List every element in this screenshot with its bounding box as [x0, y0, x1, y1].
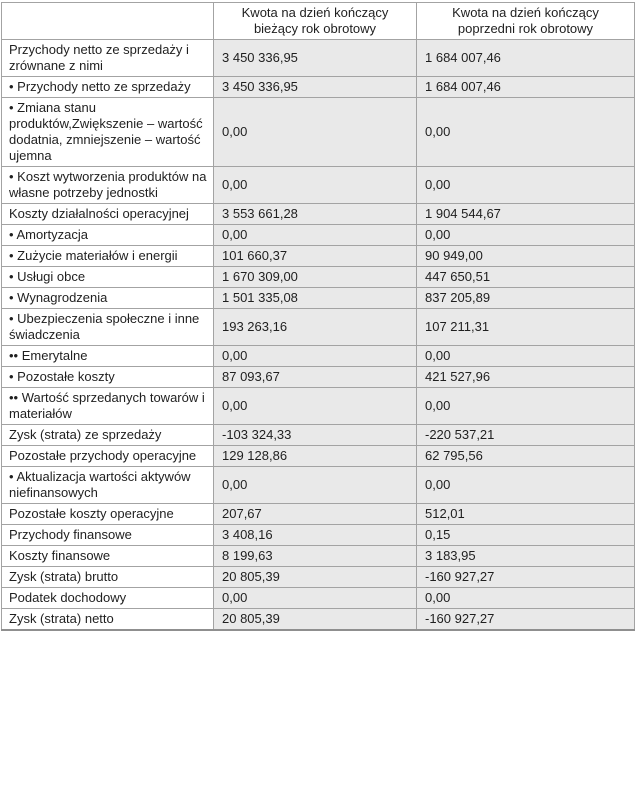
previous-year-value-cell: 90 949,00 — [417, 246, 635, 267]
table-row — [2, 425, 635, 446]
table-row — [2, 446, 635, 467]
previous-year-value-cell: 0,00 — [417, 98, 635, 167]
row-label-cell: •• Wartość sprzedanych towarów i materiałów — [2, 388, 214, 425]
table-row — [2, 204, 635, 225]
current-year-value-cell: -103 324,33 — [214, 425, 417, 446]
row-label-cell: • Usługi obce — [2, 267, 214, 288]
previous-year-value-cell: 1 904 544,67 — [417, 204, 635, 225]
previous-year-value-cell: 62 795,56 — [417, 446, 635, 467]
row-label-cell: • Pozostałe koszty — [2, 367, 214, 388]
table-row — [2, 588, 635, 609]
previous-year-value-cell: 1 684 007,46 — [417, 77, 635, 98]
current-year-value-cell: 193 263,16 — [214, 309, 417, 346]
current-year-value-cell: 0,00 — [214, 467, 417, 504]
table-row — [2, 467, 635, 504]
row-label-cell: • Zużycie materiałów i energii — [2, 246, 214, 267]
previous-year-value-cell: 0,15 — [417, 525, 635, 546]
row-label-cell: • Ubezpieczenia społeczne i inne świadczenia — [2, 309, 214, 346]
table-row — [2, 288, 635, 309]
previous-year-value-cell: -160 927,27 — [417, 567, 635, 588]
corner-header-cell — [2, 3, 214, 40]
current-year-value-cell: 20 805,39 — [214, 609, 417, 631]
current-year-value-cell: 8 199,63 — [214, 546, 417, 567]
table-row — [2, 98, 635, 167]
previous-year-value-cell: 107 211,31 — [417, 309, 635, 346]
row-label-cell: Koszty działalności operacyjnej — [2, 204, 214, 225]
previous-year-value-cell: 0,00 — [417, 588, 635, 609]
table-body — [2, 40, 635, 631]
row-label-cell: • Amortyzacja — [2, 225, 214, 246]
current-year-value-cell: 20 805,39 — [214, 567, 417, 588]
row-label-cell: • Przychody netto ze sprzedaży — [2, 77, 214, 98]
current-year-value-cell: 0,00 — [214, 588, 417, 609]
current-year-value-cell: 0,00 — [214, 225, 417, 246]
current-year-value-cell: 0,00 — [214, 346, 417, 367]
previous-year-value-cell: 3 183,95 — [417, 546, 635, 567]
column-header-current-year: Kwota na dzień kończący bieżący rok obrotowy — [214, 3, 417, 40]
current-year-value-cell: 1 670 309,00 — [214, 267, 417, 288]
row-label-cell: • Zmiana stanu produktów,Zwiększenie – wartość dodatnia, zmniejszenie – wartość ujemna — [2, 98, 214, 167]
previous-year-value-cell: 837 205,89 — [417, 288, 635, 309]
table-row — [2, 346, 635, 367]
current-year-value-cell: 207,67 — [214, 504, 417, 525]
table-row — [2, 225, 635, 246]
row-label-cell: Zysk (strata) ze sprzedaży — [2, 425, 214, 446]
row-label-cell: Zysk (strata) brutto — [2, 567, 214, 588]
table-row — [2, 167, 635, 204]
table-row — [2, 546, 635, 567]
table-row — [2, 40, 635, 77]
table-row — [2, 567, 635, 588]
table-row — [2, 525, 635, 546]
row-label-cell: Podatek dochodowy — [2, 588, 214, 609]
previous-year-value-cell: -160 927,27 — [417, 609, 635, 631]
current-year-value-cell: 0,00 — [214, 388, 417, 425]
header-row — [2, 3, 635, 40]
row-label-cell: Zysk (strata) netto — [2, 609, 214, 631]
row-label-cell: Koszty finansowe — [2, 546, 214, 567]
row-label-cell: Pozostałe przychody operacyjne — [2, 446, 214, 467]
previous-year-value-cell: 0,00 — [417, 167, 635, 204]
current-year-value-cell: 3 553 661,28 — [214, 204, 417, 225]
row-label-cell: Przychody finansowe — [2, 525, 214, 546]
previous-year-value-cell: 0,00 — [417, 388, 635, 425]
table-row — [2, 367, 635, 388]
previous-year-value-cell: 0,00 — [417, 225, 635, 246]
current-year-value-cell: 3 450 336,95 — [214, 77, 417, 98]
previous-year-value-cell: 1 684 007,46 — [417, 40, 635, 77]
current-year-value-cell: 0,00 — [214, 167, 417, 204]
previous-year-value-cell: 0,00 — [417, 346, 635, 367]
financial-statement-table — [1, 2, 635, 631]
current-year-value-cell: 0,00 — [214, 98, 417, 167]
previous-year-value-cell: 447 650,51 — [417, 267, 635, 288]
previous-year-value-cell: -220 537,21 — [417, 425, 635, 446]
row-label-cell: Pozostałe koszty operacyjne — [2, 504, 214, 525]
current-year-value-cell: 129 128,86 — [214, 446, 417, 467]
row-label-cell: • Wynagrodzenia — [2, 288, 214, 309]
table-row — [2, 77, 635, 98]
previous-year-value-cell: 0,00 — [417, 467, 635, 504]
table-row — [2, 309, 635, 346]
table-row — [2, 504, 635, 525]
row-label-cell: •• Emerytalne — [2, 346, 214, 367]
table-row — [2, 267, 635, 288]
table-row — [2, 388, 635, 425]
current-year-value-cell: 3 408,16 — [214, 525, 417, 546]
previous-year-value-cell: 421 527,96 — [417, 367, 635, 388]
current-year-value-cell: 87 093,67 — [214, 367, 417, 388]
row-label-cell: Przychody netto ze sprzedaży i zrównane z nimi — [2, 40, 214, 77]
table-row — [2, 609, 635, 631]
table-row — [2, 246, 635, 267]
row-label-cell: • Koszt wytworzenia produktów na własne potrzeby jednostki — [2, 167, 214, 204]
column-header-previous-year: Kwota na dzień kończący poprzedni rok obrotowy — [417, 3, 635, 40]
current-year-value-cell: 3 450 336,95 — [214, 40, 417, 77]
current-year-value-cell: 1 501 335,08 — [214, 288, 417, 309]
previous-year-value-cell: 512,01 — [417, 504, 635, 525]
row-label-cell: • Aktualizacja wartości aktywów niefinansowych — [2, 467, 214, 504]
current-year-value-cell: 101 660,37 — [214, 246, 417, 267]
table-header — [2, 3, 635, 40]
